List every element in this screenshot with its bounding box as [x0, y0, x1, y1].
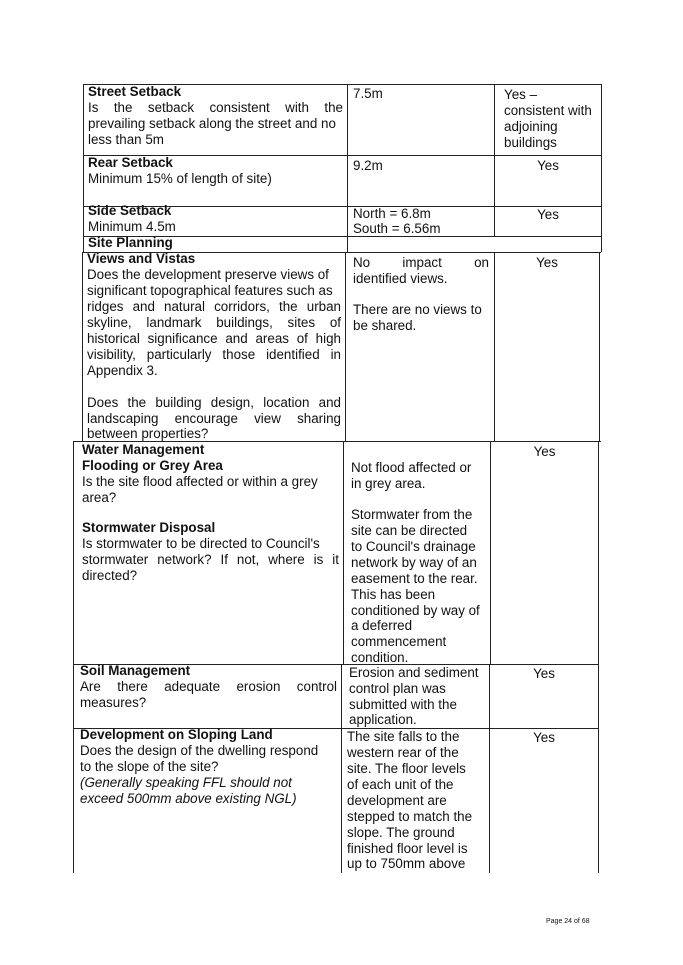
- stormwater-desc: stormwater network? If not, where is it: [82, 552, 339, 567]
- sloping-value: of each unit of the: [347, 777, 454, 792]
- street-setback-compliance: adjoining: [504, 119, 558, 134]
- sloping-value: finished floor level is: [347, 841, 468, 856]
- side-setback-value: South = 6.56m: [353, 221, 441, 236]
- views-heading: Views and Vistas: [87, 251, 196, 266]
- views-desc: skyline, landmark buildings, sites of: [87, 315, 341, 330]
- water-compliance: Yes: [533, 444, 556, 459]
- street-setback-compliance: consistent with: [504, 103, 592, 118]
- page-number: Page 24 of 68: [546, 918, 590, 925]
- soil-compliance: Yes: [533, 666, 555, 681]
- soil-value: application.: [349, 712, 417, 727]
- sloping-value: stepped to match the: [347, 809, 473, 824]
- views-desc: landscaping encourage view sharing: [87, 411, 341, 426]
- views-desc: historical significance and areas of high: [87, 331, 341, 346]
- sloping-value: site. The floor levels: [347, 761, 466, 776]
- soil-desc: Are there adequate erosion control: [80, 679, 337, 694]
- views-value: There are no views to: [353, 302, 482, 317]
- water-value: Not flood affected or: [351, 460, 472, 475]
- rear-setback-desc: Minimum 15% of length of site): [88, 171, 272, 186]
- sloping-value: development are: [347, 793, 447, 808]
- flooding-desc: Is the site flood affected or within a grey: [82, 474, 318, 489]
- sloping-note: exceed 500mm above existing NGL): [80, 791, 297, 806]
- sloping-note: (Generally speaking FFL should not: [80, 775, 292, 790]
- side-setback-compliance: Yes: [537, 207, 559, 222]
- flooding-subheading: Flooding or Grey Area: [82, 458, 223, 473]
- stormwater-desc: directed?: [82, 568, 138, 583]
- street-setback-heading: Street Setback: [88, 84, 182, 99]
- sloping-value: western rear of the: [347, 745, 459, 760]
- rear-setback-compliance: Yes: [537, 158, 559, 173]
- water-value: commencement: [351, 634, 447, 649]
- water-heading: Water Management: [82, 442, 205, 457]
- water-value: Stormwater from the: [351, 507, 473, 522]
- views-value: No impact on: [353, 255, 489, 270]
- views-desc: Does the development preserve views of: [87, 267, 329, 282]
- views-desc: visibility, particularly those identified in: [87, 347, 341, 362]
- sloping-value: The site falls to the: [347, 729, 460, 744]
- water-value: site can be directed: [351, 523, 468, 538]
- street-setback-desc: Is the setback consistent with the: [88, 100, 343, 115]
- water-value: in grey area.: [351, 476, 426, 491]
- views-desc: Appendix 3.: [87, 363, 158, 378]
- street-setback-compliance: Yes –: [504, 87, 538, 102]
- views-compliance: Yes: [536, 255, 558, 270]
- soil-value: Erosion and sediment: [349, 665, 479, 680]
- water-value: conditioned by way of: [351, 603, 480, 618]
- side-setback-heading: Side Setback: [88, 203, 172, 218]
- sloping-value: slope. The ground: [347, 825, 455, 840]
- views-value: be shared.: [353, 318, 417, 333]
- street-setback-desc: prevailing setback along the street and no: [88, 116, 336, 131]
- stormwater-desc: Is stormwater to be directed to Council's: [82, 536, 320, 551]
- stormwater-subheading: Stormwater Disposal: [82, 520, 216, 535]
- views-desc: Does the building design, location and: [87, 395, 341, 410]
- sloping-desc: to the slope of the site?: [80, 759, 219, 774]
- soil-value: submitted with the: [349, 697, 457, 712]
- sloping-heading: Development on Sloping Land: [80, 727, 273, 742]
- soil-value: control plan was: [349, 681, 446, 696]
- sloping-compliance: Yes: [533, 730, 555, 745]
- water-value: condition.: [351, 650, 409, 665]
- soil-heading: Soil Management: [80, 663, 191, 678]
- sloping-value: up to 750mm above: [347, 856, 466, 871]
- side-setback-desc: Minimum 4.5m: [88, 219, 176, 234]
- views-desc: significant topographical features such as: [87, 283, 333, 298]
- water-value: a deferred: [351, 618, 413, 633]
- water-value: easement to the rear.: [351, 571, 478, 586]
- sloping-desc: Does the design of the dwelling respond: [80, 743, 319, 758]
- views-value: identified views.: [353, 271, 448, 286]
- soil-desc: measures?: [80, 695, 147, 710]
- views-desc: ridges and natural corridors, the urban: [87, 299, 341, 314]
- water-value: network by way of an: [351, 555, 477, 570]
- site-planning-heading: Site Planning: [88, 235, 173, 250]
- rear-setback-heading: Rear Setback: [88, 155, 173, 170]
- street-setback-value: 7.5m: [353, 86, 383, 101]
- water-value: to Council's drainage: [351, 539, 476, 554]
- views-desc: between properties?: [87, 426, 209, 441]
- street-setback-compliance: buildings: [504, 135, 557, 150]
- rear-setback-value: 9.2m: [353, 158, 383, 173]
- side-setback-value: North = 6.8m: [353, 206, 431, 221]
- water-value: This has been: [351, 587, 436, 602]
- flooding-desc: area?: [82, 490, 117, 505]
- street-setback-desc: less than 5m: [88, 132, 164, 147]
